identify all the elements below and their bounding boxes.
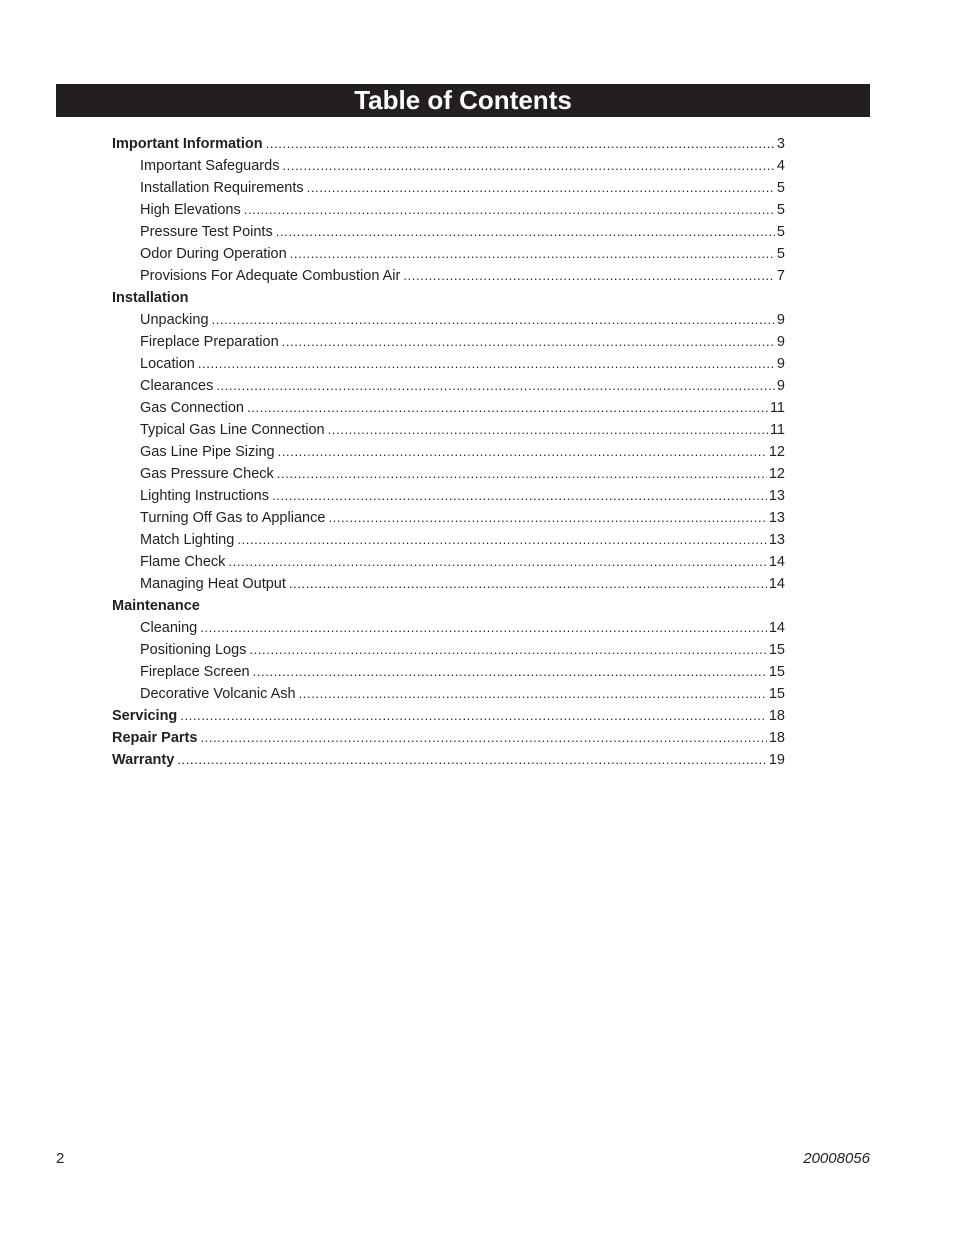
toc-entry-label: Fireplace Preparation — [140, 334, 279, 350]
toc-leader-dots — [228, 551, 766, 573]
toc-entry[interactable] — [112, 463, 785, 485]
toc-entry-page: 14 — [768, 576, 785, 592]
toc-leader-dots — [282, 331, 775, 353]
toc-entry-page: 9 — [776, 334, 785, 350]
toc-leader-dots — [237, 529, 767, 551]
table-of-contents — [112, 133, 785, 771]
toc-entry-label: Lighting Instructions — [140, 488, 269, 504]
toc-leader-dots — [299, 683, 767, 705]
toc-entry[interactable] — [112, 551, 785, 573]
toc-entry-page: 4 — [776, 158, 785, 174]
toc-entry-label: Installation Requirements — [140, 180, 304, 196]
toc-leader-dots — [307, 177, 775, 199]
toc-entry[interactable] — [112, 397, 785, 419]
toc-entry-label: Turning Off Gas to Appliance — [140, 510, 326, 526]
toc-leader-dots — [249, 639, 766, 661]
toc-entry-page: 15 — [768, 642, 785, 658]
toc-entry[interactable] — [112, 573, 785, 595]
toc-entry[interactable] — [112, 375, 785, 397]
toc-leader-dots — [328, 419, 768, 441]
toc-section-heading[interactable] — [112, 749, 785, 771]
toc-entry-page: 14 — [768, 554, 785, 570]
toc-entry-label: Gas Connection — [140, 400, 244, 416]
toc-entry[interactable] — [112, 507, 785, 529]
toc-entry[interactable] — [112, 221, 785, 243]
toc-leader-dots — [247, 397, 768, 419]
toc-entry-page: 11 — [769, 422, 785, 438]
toc-section-heading[interactable] — [112, 727, 785, 749]
toc-entry-page: 3 — [776, 136, 785, 152]
toc-leader-dots — [403, 265, 775, 287]
toc-entry-label: Warranty — [112, 752, 175, 768]
toc-entry-label: Important Safeguards — [140, 158, 280, 174]
toc-entry-page: 9 — [776, 356, 785, 372]
toc-entry-label: Repair Parts — [112, 730, 198, 746]
toc-entry-page: 18 — [768, 708, 785, 724]
toc-entry-page: 9 — [776, 312, 785, 328]
toc-entry-label: Fireplace Screen — [140, 664, 250, 680]
toc-entry-page: 9 — [776, 378, 785, 394]
toc-entry-label: Gas Line Pipe Sizing — [140, 444, 275, 460]
toc-entry-label: Installation — [112, 290, 189, 306]
toc-entry-page: 12 — [768, 466, 785, 482]
toc-entry-label: Unpacking — [140, 312, 209, 328]
toc-entry[interactable] — [112, 309, 785, 331]
toc-entry[interactable] — [112, 155, 785, 177]
toc-entry[interactable] — [112, 243, 785, 265]
toc-entry-label: High Elevations — [140, 202, 241, 218]
toc-leader-dots — [266, 133, 775, 155]
toc-entry-label: Typical Gas Line Connection — [140, 422, 325, 438]
toc-entry[interactable] — [112, 529, 785, 551]
toc-entry-label: Flame Check — [140, 554, 226, 570]
toc-section-heading[interactable] — [112, 705, 785, 727]
toc-entry-page: 19 — [768, 752, 785, 768]
toc-entry[interactable] — [112, 177, 785, 199]
toc-entry[interactable] — [112, 441, 785, 463]
toc-leader-dots — [272, 485, 767, 507]
footer-document-number: 20008056 — [803, 1150, 870, 1167]
toc-entry[interactable] — [112, 199, 785, 221]
toc-entry[interactable] — [112, 661, 785, 683]
toc-entry[interactable] — [112, 353, 785, 375]
toc-entry-label: Important Information — [112, 136, 263, 152]
toc-entry-label: Match Lighting — [140, 532, 235, 548]
toc-entry-label: Positioning Logs — [140, 642, 247, 658]
toc-entry-page: 7 — [776, 268, 785, 284]
toc-entry-page: 18 — [768, 730, 785, 746]
toc-entry-label: Clearances — [140, 378, 214, 394]
toc-entry-page: 13 — [768, 510, 785, 526]
toc-entry-label: Pressure Test Points — [140, 224, 273, 240]
toc-leader-dots — [277, 463, 767, 485]
toc-leader-dots — [200, 727, 766, 749]
toc-leader-dots — [200, 617, 767, 639]
toc-entry-page: 5 — [776, 202, 785, 218]
toc-entry-label: Maintenance — [112, 598, 200, 614]
toc-entry[interactable] — [112, 617, 785, 639]
toc-entry[interactable] — [112, 485, 785, 507]
toc-entry-page: 11 — [769, 400, 785, 416]
toc-leader-dots — [278, 441, 767, 463]
toc-entry-page: 15 — [768, 664, 785, 680]
toc-leader-dots — [198, 353, 775, 375]
toc-entry-label: Gas Pressure Check — [140, 466, 274, 482]
toc-entry-page: 5 — [776, 246, 785, 262]
toc-leader-dots — [328, 507, 766, 529]
toc-leader-dots — [253, 661, 767, 683]
toc-leader-dots — [290, 243, 775, 265]
toc-entry-label: Managing Heat Output — [140, 576, 286, 592]
toc-entry-page: 5 — [776, 224, 785, 240]
toc-entry-page: 13 — [768, 532, 785, 548]
page-title: Table of Contents — [56, 84, 870, 117]
toc-entry[interactable] — [112, 419, 785, 441]
toc-entry-label: Odor During Operation — [140, 246, 287, 262]
toc-leader-dots — [212, 309, 775, 331]
toc-leader-dots — [282, 155, 774, 177]
toc-section-heading[interactable] — [112, 595, 785, 617]
toc-leader-dots — [216, 375, 775, 397]
toc-entry[interactable] — [112, 639, 785, 661]
toc-entry[interactable] — [112, 331, 785, 353]
toc-leader-dots — [180, 705, 767, 727]
toc-section-heading[interactable] — [112, 133, 785, 155]
toc-leader-dots — [289, 573, 767, 595]
toc-entry-page: 5 — [776, 180, 785, 196]
toc-entry-label: Provisions For Adequate Combustion Air — [140, 268, 401, 284]
footer-page-number: 2 — [56, 1150, 65, 1167]
toc-entry-page: 12 — [768, 444, 785, 460]
toc-leader-dots — [177, 749, 767, 771]
toc-entry-label: Cleaning — [140, 620, 198, 636]
toc-entry-label: Decorative Volcanic Ash — [140, 686, 296, 702]
toc-entry[interactable] — [112, 265, 785, 287]
toc-entry[interactable] — [112, 683, 785, 705]
toc-leader-dots — [276, 221, 775, 243]
toc-entry-label: Location — [140, 356, 195, 372]
toc-leader-dots — [244, 199, 775, 221]
toc-entry-label: Servicing — [112, 708, 178, 724]
toc-section-heading[interactable] — [112, 287, 785, 309]
toc-entry-page: 14 — [768, 620, 785, 636]
toc-entry-page: 13 — [768, 488, 785, 504]
toc-entry-page: 15 — [768, 686, 785, 702]
